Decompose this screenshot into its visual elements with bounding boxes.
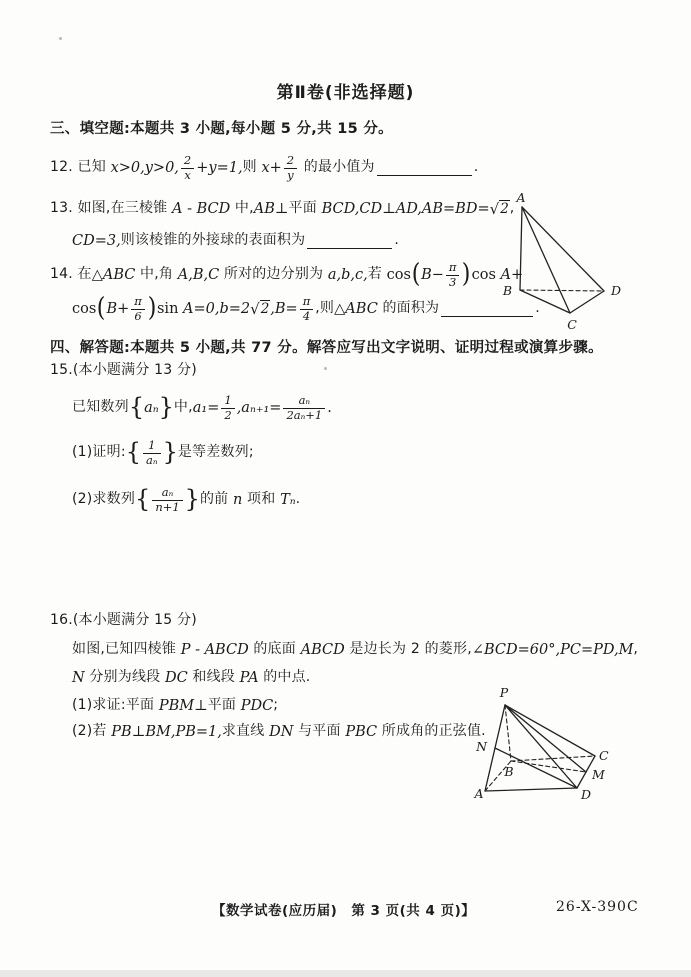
fraction-denominator: 4 (300, 309, 313, 323)
vertex-label-c: C (599, 748, 609, 763)
fraction-numerator: 1 (224, 393, 232, 408)
fraction-numerator: aₙ (161, 485, 174, 500)
text-run: 平面 (207, 697, 241, 714)
math-run: ⊥ (382, 200, 396, 217)
math-run: B− (421, 266, 444, 283)
math-run: PBC (345, 723, 378, 740)
text-run: 的中点. (258, 669, 311, 686)
text-run: 求直线 (221, 723, 270, 740)
fraction (181, 154, 194, 181)
page-title: 第Ⅱ卷(非选择题) (276, 83, 415, 103)
fraction-denominator: aₙ (143, 453, 161, 467)
fraction-numerator: π (448, 260, 457, 275)
fraction-numerator: π (302, 294, 311, 309)
math-run: } (158, 393, 174, 422)
question-12 (50, 146, 478, 190)
fraction (446, 261, 460, 288)
text-run: 已知数列 (72, 399, 129, 416)
math-run: x>0,y>0, (110, 159, 179, 176)
question-16-intro2 (72, 667, 310, 689)
fraction-numerator: aₙ (298, 393, 311, 408)
text-run: ,则 (315, 300, 335, 317)
question-16-intro1 (72, 639, 638, 661)
text-run: 则 (242, 159, 262, 176)
math-run: PB (111, 723, 132, 740)
math-run: CD=3, (72, 232, 121, 249)
fraction-numerator: π (134, 294, 142, 309)
math-run: A=0,b=2 (183, 300, 251, 317)
question-16-head (50, 610, 197, 632)
radicand: 2 (500, 200, 509, 217)
text-run: , (509, 200, 515, 217)
fraction-numerator: 1 (148, 438, 156, 453)
math-run: { (128, 393, 145, 422)
math-run: } (162, 438, 178, 467)
fraction (300, 295, 314, 322)
footer-page-info: 【数学试卷(应历届) 第 3 页(共 4 页)】 (212, 903, 476, 919)
math-run: cos (72, 300, 97, 317)
question-15-intro (72, 385, 332, 431)
vertex-label-m: M (592, 767, 605, 782)
q16-pyramid-figure (452, 683, 662, 818)
text-run: 分别为线段 (84, 669, 165, 686)
math-run: BCD,CD (321, 200, 383, 217)
vertex-label-p: P (499, 685, 509, 700)
text-run: (2)求数列 (72, 491, 136, 508)
scan-artifact (59, 37, 62, 40)
fraction (152, 486, 182, 513)
question-15-part2 (72, 476, 300, 524)
fraction-numerator: 2 (183, 153, 192, 168)
vertex-label-a: A (474, 786, 484, 801)
scan-edge (0, 970, 691, 977)
fraction-denominator: 2aₙ+1 (283, 408, 325, 422)
math-run: AD,AB=BD= (395, 200, 490, 217)
fraction-denominator: 3 (446, 275, 459, 289)
text-run: 项和 (242, 491, 281, 508)
math-run: ⊥ (274, 200, 289, 217)
math-run: sin (156, 300, 184, 317)
math-run: N (72, 669, 85, 686)
math-run: } (184, 485, 200, 514)
math-run: n (233, 491, 243, 508)
question-13-line1 (50, 197, 514, 221)
text-run: , (633, 641, 639, 658)
fraction-denominator: 2 (221, 408, 234, 422)
question-15-head-text: 15.(本小题满分 13 分) (50, 362, 197, 379)
text-run: (1)求证:平面 (72, 697, 159, 714)
math-run: ABCD (300, 641, 345, 658)
fraction-denominator: 6 (131, 309, 144, 323)
text-run: 中,角 (135, 266, 178, 283)
text-run: 如图,已知四棱锥 (72, 641, 181, 658)
math-run: DC (165, 669, 188, 686)
vertex-label-a: A (516, 190, 526, 205)
text-run: 的面积为 (377, 300, 440, 317)
fraction (284, 154, 297, 181)
fraction (131, 295, 145, 322)
math-run: △ABC (91, 266, 136, 283)
math-run: ,B= (270, 300, 298, 317)
vertex-label-d: D (581, 787, 592, 802)
vertex-label-n: N (476, 739, 487, 754)
footer-paper-code: 26-X-390C (556, 899, 639, 915)
answer-blank (307, 248, 392, 249)
question-16-part1 (72, 695, 278, 717)
text-run: 的前 (199, 491, 234, 508)
text-run: . (473, 159, 479, 176)
text-run: 中, (173, 399, 193, 416)
radical-sign: √ (489, 199, 500, 218)
fraction-numerator: 2 (286, 153, 295, 168)
math-run: ∠BCD=60°,PC=PD,M (471, 641, 634, 658)
math-run: a,b,c, (327, 266, 368, 283)
fraction-denominator: y (284, 168, 297, 182)
text-run: . (535, 300, 540, 317)
fraction (283, 394, 325, 421)
math-run: A,B,C (177, 266, 220, 283)
text-run: 所对的边分别为 (219, 266, 328, 283)
math-run: ⊥ (131, 723, 146, 740)
math-run: △ABC (334, 300, 378, 317)
math-run: PA (239, 669, 259, 686)
text-run: 的最小值为 (299, 159, 375, 176)
math-run: ⊥ (194, 697, 208, 714)
text-run: 13. 如图,在三棱锥 (50, 200, 173, 217)
math-run: ) (462, 259, 471, 290)
text-run: 是边长为 2 的菱形, (344, 641, 472, 658)
radicand: 2 (260, 300, 270, 317)
math-run: ) (147, 293, 157, 324)
text-run: 12. 已知 (50, 159, 111, 176)
answer-blank (377, 175, 472, 176)
math-run: PDC (240, 697, 274, 714)
text-run: 则该棱锥的外接球的表面积为 (120, 232, 306, 249)
question-13-line2 (72, 226, 399, 256)
math-run: { (125, 438, 142, 467)
math-run: Tₙ (280, 491, 296, 508)
math-run: aₙ (144, 399, 159, 416)
math-run: + (511, 266, 524, 283)
text-run: ; (273, 697, 279, 714)
answer-blank (441, 316, 533, 317)
text-run: 是等差数列; (177, 444, 254, 461)
math-run: ( (97, 293, 106, 324)
text-run: 的底面 (248, 641, 301, 658)
question-14-line2 (72, 291, 540, 327)
section-heading-fill-blank: 三、填空题:本题共 3 小题,每小题 5 分,共 15 分。 (50, 121, 393, 137)
text-run: 若 (367, 266, 387, 283)
math-run: cos (386, 266, 411, 283)
text-run: . (394, 232, 399, 249)
vertex-label-b: B (502, 283, 512, 298)
math-run: PBM (158, 697, 195, 714)
fraction (221, 394, 234, 421)
math-run: cos (471, 266, 501, 283)
math-run: +y=1, (196, 159, 243, 176)
text-run: 平面 (288, 200, 322, 217)
math-run: B+ (106, 300, 130, 317)
text-run: 14. 在 (50, 266, 92, 283)
math-run: ( (411, 259, 421, 290)
question-15-part1 (72, 432, 254, 474)
math-run: AB (253, 200, 275, 217)
vertex-label-d: D (611, 283, 622, 298)
math-run: { (135, 485, 151, 514)
radical-sign: √ (250, 299, 260, 318)
vertex-label-c: C (567, 317, 577, 332)
math-run: BM,PB=1, (145, 723, 222, 740)
scan-artifact (324, 367, 327, 370)
math-run: DN (269, 723, 294, 740)
text-run: 与平面 (293, 723, 346, 740)
text-run: (2)若 (72, 723, 112, 740)
question-14-line1 (50, 257, 523, 293)
text-run: 所成角的正弦值. (377, 723, 486, 740)
text-run: 中, (230, 200, 254, 217)
fraction (143, 439, 161, 466)
text-run: 和线段 (187, 669, 240, 686)
vertex-label-b: B (504, 764, 514, 779)
text-run: . (295, 491, 301, 508)
question-16-part2 (72, 721, 486, 743)
math-run: . (327, 399, 332, 416)
math-run: A - BCD (172, 200, 231, 217)
math-run: a₁= (192, 399, 220, 416)
fraction-denominator: x (181, 168, 194, 182)
text-run: (1)证明: (72, 444, 126, 461)
question-16-head-text: 16.(本小题满分 15 分) (50, 612, 197, 629)
question-15-head (50, 360, 197, 382)
math-run: ,aₙ₊₁= (236, 399, 282, 416)
square-root (250, 300, 270, 319)
math-run: x+ (261, 159, 282, 176)
math-run: A (500, 266, 511, 283)
fraction-denominator: n+1 (152, 500, 182, 514)
section-heading-solution: 四、解答题:本题共 5 小题,共 77 分。解答应写出文字说明、证明过程或演算步骤。 (50, 340, 603, 356)
math-run: P - ABCD (180, 641, 249, 658)
